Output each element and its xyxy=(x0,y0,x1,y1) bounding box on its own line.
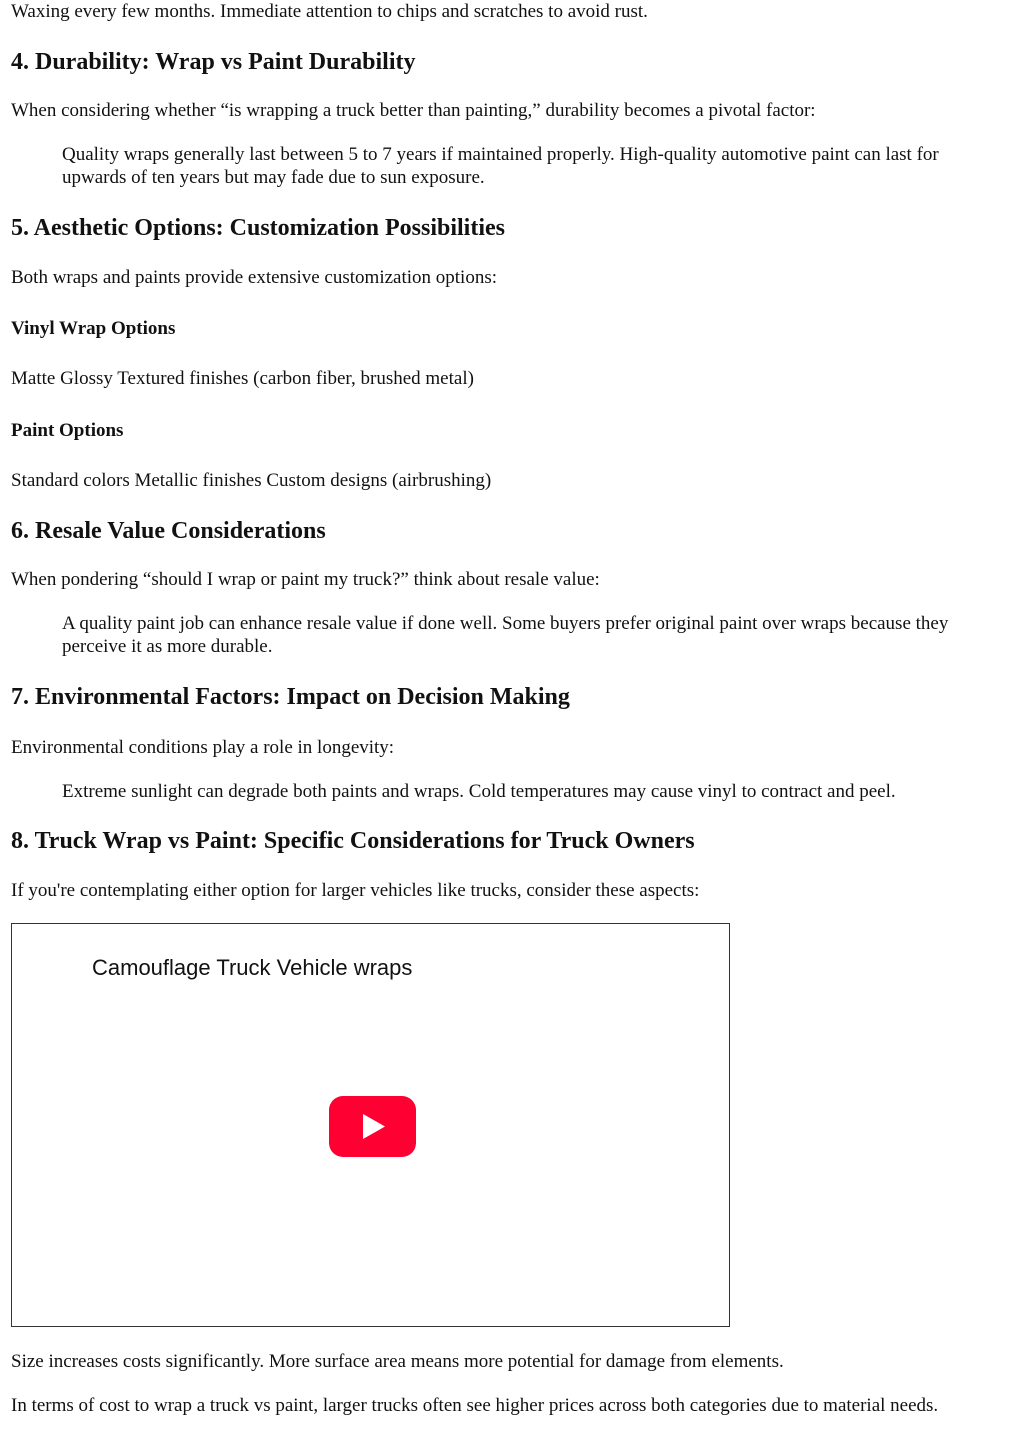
heading-resale: 6. Resale Value Considerations xyxy=(11,518,326,544)
heading-aesthetic: 5. Aesthetic Options: Customization Possibilities xyxy=(11,215,506,241)
paragraph-vinyl-options: Matte Glossy Textured finishes (carbon fiber, brushed metal) xyxy=(11,368,474,389)
youtube-play-icon[interactable] xyxy=(329,1096,416,1157)
paragraph-size: Size increases costs significantly. More surface area means more potential for damage from elements. xyxy=(11,1351,784,1372)
heading-environment: 7. Environmental Factors: Impact on Decision Making xyxy=(11,684,570,710)
video-title[interactable]: Camouflage Truck Vehicle wraps xyxy=(92,955,413,980)
heading-paint-options: Paint Options xyxy=(11,420,124,441)
blockquote-environment: Extreme sunlight can degrade both paints and wraps. Cold temperatures may cause vinyl to contract and peel. xyxy=(62,781,896,802)
paragraph-waxing: Waxing every few months. Immediate attention to chips and scratches to avoid rust. xyxy=(11,1,648,22)
paragraph-resale-intro: When pondering “should I wrap or paint my truck?” think about resale value: xyxy=(11,569,600,590)
play-button[interactable] xyxy=(329,1096,416,1157)
heading-durability: 4. Durability: Wrap vs Paint Durability xyxy=(11,49,416,75)
paragraph-environment-intro: Environmental conditions play a role in longevity: xyxy=(11,737,395,758)
paragraph-cost: In terms of cost to wrap a truck vs paint, larger trucks often see higher prices across both categories due to material needs. xyxy=(11,1395,939,1416)
paragraph-truck-intro: If you're contemplating either option for larger vehicles like trucks, consider these aspects: xyxy=(11,880,700,901)
paragraph-durability-intro: When considering whether “is wrapping a truck better than painting,” durability becomes a pivotal factor: xyxy=(11,100,816,121)
heading-vinyl-options: Vinyl Wrap Options xyxy=(11,318,176,339)
blockquote-resale: A quality paint job can enhance resale value if done well. Some buyers prefer original paint over wraps because they perceive it as more durable. xyxy=(62,613,949,657)
paragraph-paint-options: Standard colors Metallic finishes Custom designs (airbrushing) xyxy=(11,470,492,491)
heading-truck-considerations: 8. Truck Wrap vs Paint: Specific Considerations for Truck Owners xyxy=(11,828,695,854)
youtube-video-embed[interactable] xyxy=(11,923,730,1327)
paragraph-aesthetic-intro: Both wraps and paints provide extensive customization options: xyxy=(11,267,498,288)
blockquote-durability: Quality wraps generally last between 5 to 7 years if maintained properly. High-quality automotive paint can last for upwards of ten years but may fade due to sun exposure. xyxy=(62,144,939,188)
